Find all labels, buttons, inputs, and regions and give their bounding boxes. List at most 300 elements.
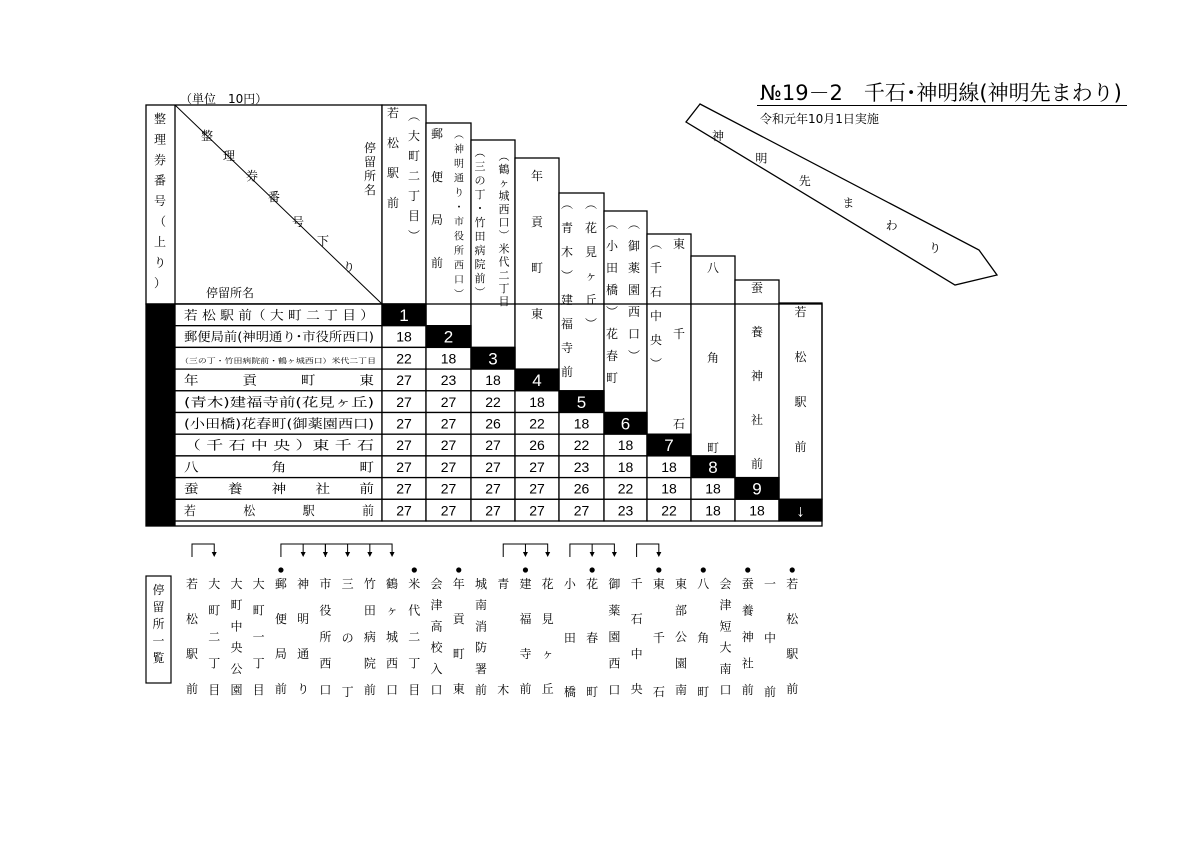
stop-char: 二 [208, 630, 221, 644]
stop-char: 春 [586, 631, 599, 645]
ticket-up-header-char: 号 [153, 194, 167, 208]
fare-value: 23 [573, 458, 590, 475]
stop-char: 公 [675, 630, 688, 644]
stop-char: 大 [230, 577, 243, 591]
fare-value: 18 [396, 328, 412, 345]
col3-note-char: 前 [474, 272, 486, 285]
stop-char: 公 [230, 661, 243, 676]
col5-name-char: ︵ [560, 197, 574, 211]
fare-value: 18 [661, 480, 677, 497]
stop-char: 田 [563, 631, 576, 645]
ticket-up-header-char: 番 [153, 173, 167, 188]
col10-name-char: 前 [794, 440, 807, 454]
col1-note-char: ︵ [407, 109, 421, 123]
stop-char: 代 [408, 603, 421, 618]
stop-char: 前 [274, 682, 287, 696]
stop-char: 東 [452, 682, 465, 696]
stop-bracket [192, 544, 214, 557]
col7-name-char: 石 [672, 417, 686, 431]
stop-char: 松 [185, 612, 199, 626]
stop-char: 役 [319, 603, 332, 618]
stop-char: 中 [630, 647, 643, 661]
col5-tail-char: ヶ [584, 269, 598, 283]
col2-note-char: 口 [454, 275, 464, 286]
fare-value: 26 [529, 437, 545, 454]
stop-char: 東 [652, 577, 665, 591]
stop-char: 丁 [341, 685, 354, 699]
col3-tail-char: 米 [498, 242, 510, 256]
fare-value: 27 [485, 502, 501, 519]
ticket-number-8: 8 [708, 457, 718, 477]
stop-list-label-char: 覧 [152, 651, 165, 665]
stop-char: り [297, 682, 310, 696]
direction-arrow-char: ま [842, 196, 855, 211]
fare-value: 22 [617, 480, 634, 497]
stop-item [764, 577, 776, 699]
col10-name-char: 松 [794, 350, 807, 364]
direction-arrow-char: 先 [798, 173, 811, 188]
col8-name-char: 角 [706, 351, 720, 365]
stop-char: 八 [697, 577, 710, 591]
stop-char: 一 [252, 630, 265, 644]
col3-tail-char: ︵ [498, 150, 510, 163]
stop-char: 前 [741, 683, 754, 697]
effective-date: 令和元年10月1日実施 [760, 112, 879, 126]
col2-note-char: 通 [454, 173, 464, 185]
fare-value: 27 [396, 437, 412, 454]
stop-char: 口 [319, 683, 332, 697]
stop-item [564, 577, 577, 699]
col3-note-char: の [474, 174, 486, 187]
col4-name-char: 町 [530, 261, 544, 275]
ticket-number-9: 9 [752, 479, 762, 499]
col6-tail-char: ︵ [627, 217, 641, 231]
direction-arrow-char: り [928, 241, 942, 255]
stop-major-dot [790, 567, 795, 572]
stop-char: 御 [608, 577, 621, 591]
stop-char: 前 [786, 682, 799, 696]
stop-char: 蚕 [741, 577, 754, 591]
col2-name-char: 便 [430, 170, 444, 184]
col1-name-char: 前 [386, 196, 400, 210]
stop-char: 木 [497, 683, 510, 697]
stop-bracket-arrowhead [612, 552, 617, 557]
stop-char: ヶ [386, 603, 399, 618]
col7-note-char: 石 [649, 285, 663, 299]
col6-name-char: 小 [605, 239, 619, 253]
stop-char: 口 [608, 683, 621, 697]
stop-char: 三 [341, 577, 354, 591]
stop-char: 松 [786, 612, 799, 626]
fare-value: 22 [485, 393, 501, 410]
fare-value: 18 [485, 372, 501, 389]
col8-name-char: 町 [706, 441, 720, 455]
stop-char: 園 [675, 656, 688, 671]
col3-tail-char: 口 [498, 216, 510, 229]
col2-note-char: ︶ [454, 289, 464, 301]
col2-name-char: 前 [430, 256, 444, 270]
stop-list-label [152, 582, 164, 665]
col6-tail-char: 園 [627, 283, 641, 297]
fare-value: 22 [661, 502, 677, 519]
fare-value: 18 [705, 502, 721, 519]
diagonal-label-char: り [342, 260, 356, 274]
stop-char: 口 [386, 683, 399, 697]
col3-tail-char: 丁 [498, 282, 510, 295]
fare-value: 27 [440, 502, 457, 519]
stop-item [631, 577, 643, 696]
stop-major-dot [745, 567, 750, 572]
col5-name-char: 青 [560, 221, 574, 235]
col5-name-char: 木 [560, 245, 574, 259]
stop-name-header-top-char: 留 [363, 155, 377, 169]
stop-bracket [637, 544, 659, 557]
stop-char: 丁 [408, 656, 421, 671]
row-label-8: 八 角 町 [184, 459, 375, 475]
stop-char: 央 [230, 640, 243, 655]
fare-value: 18 [529, 393, 545, 410]
stop-char: 前 [185, 682, 199, 696]
stop-list-label-char: 所 [152, 617, 165, 631]
fare-value: 23 [440, 372, 457, 389]
ticket-number-1: 1 [399, 306, 409, 325]
ticket-up-header-char: り [153, 255, 167, 270]
stop-char: 所 [319, 630, 332, 644]
stop-char: 若 [185, 577, 199, 591]
col1-note-char: 二 [407, 169, 421, 183]
stop-char: 目 [408, 683, 421, 697]
ticket-number-10: ↓ [796, 501, 805, 521]
stop-item [208, 576, 220, 697]
stop-name-header-top-char: 所 [363, 169, 377, 183]
col5-name-char: 前 [560, 365, 574, 379]
diagonal-label-char: 券 [245, 169, 259, 183]
stop-char: 高 [430, 619, 443, 634]
ticket-up-header [154, 111, 166, 290]
diagonal-label-char: 整 [200, 129, 214, 143]
stop-char: 町 [586, 685, 599, 699]
stop-item [364, 577, 376, 697]
stop-major-dot [412, 567, 417, 572]
col4-name-char: 年 [530, 169, 544, 183]
stop-char: 社 [741, 656, 754, 671]
stop-bracket-arrowhead [590, 552, 595, 557]
stop-item [542, 577, 554, 696]
col3-note-char: 三 [474, 160, 486, 173]
ticket-number-7: 7 [664, 436, 674, 456]
col9-name-char: 神 [750, 369, 764, 383]
stop-char: 竹 [363, 577, 376, 591]
fare-value: 18 [705, 480, 721, 497]
stop-item [675, 577, 687, 697]
ticket-up-header-char: （ [153, 214, 167, 229]
stop-major-dot [456, 567, 461, 572]
fare-value: 27 [396, 415, 412, 432]
stop-item [720, 577, 732, 697]
ticket-number-2: 2 [443, 327, 454, 347]
row-label-6: (小田橋)花春町(御薬園西口) [184, 416, 374, 431]
diagonal-label-char: 理 [222, 149, 236, 163]
stop-char: 大 [252, 577, 265, 591]
col3-note-char: 病 [474, 244, 486, 257]
col6-name-char: ︵ [605, 217, 619, 231]
stop-char: 前 [763, 685, 776, 699]
stop-name-header-top [364, 140, 376, 197]
col3-tail-char: 西 [498, 202, 510, 216]
ticket-number-6: 6 [620, 414, 631, 434]
stop-list-label-char: 停 [152, 583, 165, 597]
stop-char: 鶴 [386, 577, 399, 591]
ticket-up-header-char: 券 [153, 153, 167, 167]
ticket-up-header-char: 理 [153, 132, 167, 147]
stop-char: 明 [297, 612, 310, 626]
stop-item [697, 577, 709, 699]
fare-value: 27 [440, 393, 457, 410]
stop-major-dot [523, 567, 528, 572]
fare-value: 27 [396, 372, 412, 389]
col2-note-char: 役 [454, 231, 464, 243]
stop-char: 城 [386, 630, 399, 644]
stop-char: 目 [208, 683, 221, 697]
stop-item [497, 576, 509, 697]
stop-char: 建 [519, 577, 532, 591]
col5-tail-char: 見 [584, 245, 598, 259]
col2-note-char: 明 [454, 159, 464, 170]
stop-char: 短 [719, 619, 732, 634]
stop-char: 石 [630, 612, 643, 626]
fare-value: 27 [485, 437, 501, 454]
fare-value: 27 [396, 393, 412, 410]
col1-name-char: 松 [386, 136, 400, 150]
stop-char: 小 [563, 577, 576, 591]
stop-char: 中 [763, 631, 776, 645]
col6-name-char: 町 [605, 371, 619, 385]
col3-note-char: 竹 [474, 216, 486, 229]
col2-note-char: 神 [454, 144, 464, 156]
row-label-4: 年 貢 町 東 [184, 372, 375, 388]
col9-name-char: 蚕 [750, 281, 764, 295]
col10-name-char: 駅 [794, 395, 807, 409]
col3-tail-char: 代 [498, 255, 510, 269]
stop-item [275, 577, 287, 696]
fare-value: 27 [529, 480, 545, 497]
col5-tail-char: 花 [584, 221, 598, 235]
fare-value: 18 [573, 415, 590, 432]
stop-bracket-arrowhead [367, 552, 372, 557]
col6-name-char: ︶ [605, 305, 619, 319]
stop-char: 駅 [786, 647, 799, 661]
stop-item [586, 577, 598, 699]
col1-note-char: 目 [407, 209, 421, 223]
stop-char: 丁 [252, 656, 265, 671]
stop-bracket-arrowhead [545, 552, 550, 557]
fare-value: 27 [440, 458, 457, 475]
stop-char: 米 [408, 577, 421, 591]
fare-value: 18 [440, 350, 457, 367]
stop-char: 町 [252, 603, 265, 618]
stop-char: 城 [474, 577, 487, 591]
col1-name-char: 駅 [386, 166, 400, 180]
stop-char: 園 [230, 683, 243, 697]
col2-note-char: 所 [454, 246, 464, 257]
stop-char: 西 [319, 656, 332, 671]
col6-name-char: 春 [605, 349, 619, 363]
stop-char: ヶ [541, 647, 554, 661]
stop-char: 会 [430, 577, 443, 591]
stop-char: 年 [452, 577, 465, 591]
page-title: №19－2 千石･神明線(神明先まわり) [760, 81, 1122, 105]
col6-tail-char: 口 [627, 327, 641, 341]
stop-char: 院 [363, 656, 376, 671]
fare-value: 27 [485, 480, 501, 497]
col2-note-char: 市 [454, 217, 464, 228]
col6-name-char: 花 [605, 327, 619, 341]
col9-name-char: 前 [750, 457, 764, 471]
col1-note [408, 109, 420, 243]
col3-note-char: 田 [474, 230, 486, 243]
col7-note-char: ︵ [649, 237, 663, 251]
stop-char: 神 [741, 630, 754, 644]
stop-char: 丁 [208, 656, 221, 671]
stop-char: 角 [697, 631, 710, 645]
col7-note-char: 央 [649, 333, 663, 347]
col3-tail-char: ︶ [498, 229, 510, 243]
stop-char: 校 [430, 640, 443, 655]
stop-bracket-arrowhead [390, 552, 395, 557]
ticket-number-4: 4 [532, 371, 542, 391]
stop-char: 消 [474, 619, 487, 634]
stop-char: 田 [363, 603, 376, 618]
col2-note-char: 西 [454, 260, 464, 272]
fare-value: 27 [573, 502, 590, 519]
stop-item [519, 576, 531, 696]
col5-name-char: 建 [560, 293, 574, 307]
stop-char: 町 [208, 603, 221, 618]
stop-char: 二 [408, 630, 421, 644]
fare-value: 27 [485, 458, 501, 475]
col6-tail-char: 薬 [627, 261, 641, 275]
stop-char: 養 [741, 603, 754, 618]
fare-value: 23 [617, 502, 634, 519]
ticket-number-5: 5 [576, 392, 587, 412]
stop-item [297, 576, 309, 696]
stop-char: 病 [363, 630, 376, 644]
stop-item [453, 576, 466, 696]
col10-name-char: 若 [794, 305, 807, 319]
col1-note-char: 丁 [407, 189, 421, 203]
col1-note-char: 大 [407, 129, 421, 143]
stop-char: 口 [719, 683, 732, 697]
stop-char: 部 [675, 603, 688, 618]
col2-name-char: 局 [430, 213, 444, 227]
row-label-10: 若 松 駅 前 [184, 502, 374, 518]
stop-char: 町 [452, 647, 465, 661]
stop-name-header-top-char: 名 [363, 183, 377, 197]
fare-value: 22 [396, 350, 412, 367]
col2-name-char: 郵 [430, 127, 444, 141]
stop-char: 福 [519, 612, 532, 626]
stop-item [431, 577, 444, 697]
stop-char: 便 [274, 612, 287, 626]
col6-tail-char: ︶ [627, 349, 641, 363]
stop-item [185, 577, 199, 696]
stop-char: 西 [608, 656, 621, 671]
stop-bracket-arrowhead [212, 552, 217, 557]
stop-major-dot [590, 567, 595, 572]
col3-note-char: ︵ [474, 146, 486, 159]
col3-tail-char: 城 [498, 189, 510, 203]
stop-char: 通 [297, 647, 310, 661]
col2-note-char: ・ [454, 202, 464, 214]
stop-char: 前 [363, 683, 376, 697]
stop-char: 千 [630, 577, 643, 591]
fare-unit-note: （単位 10円） [180, 92, 268, 106]
col3-note-char: ・ [474, 202, 486, 215]
fare-value: 26 [485, 415, 501, 432]
col5-tail-char: ︶ [584, 317, 598, 331]
stop-char: 花 [541, 577, 554, 591]
stop-char: 入 [430, 661, 443, 676]
stop-char: 会 [719, 577, 732, 591]
fare-value: 18 [749, 502, 765, 519]
stop-char: 東 [675, 577, 688, 591]
fare-value: 27 [440, 415, 457, 432]
stop-char: 園 [608, 630, 621, 644]
stop-item [742, 577, 754, 697]
stop-item [230, 576, 242, 697]
stop-char: 央 [630, 682, 643, 696]
ticket-up-header-char: 整 [153, 112, 167, 126]
stop-char: 神 [297, 577, 310, 591]
ticket-number-3: 3 [488, 349, 498, 369]
stop-char: 市 [319, 577, 332, 591]
col5-name-char: 寺 [560, 341, 574, 355]
stop-item [653, 577, 665, 699]
fare-value: 18 [617, 437, 634, 454]
col1-note-char: 町 [407, 149, 421, 163]
stop-item [475, 577, 487, 697]
stop-major-dot [656, 567, 661, 572]
col1-note-char: ︶ [407, 229, 421, 243]
fare-value: 27 [396, 458, 412, 475]
diagonal-label-char: 号 [291, 215, 305, 229]
row-label-5: (青木)建福寺前(花見ヶ丘) [184, 394, 374, 410]
ticket-up-header-char: ） [153, 276, 167, 290]
stop-major-dot [278, 567, 283, 572]
col5-name-char: 福 [560, 317, 574, 331]
stop-char: 一 [763, 577, 776, 591]
stop-char: 西 [386, 656, 399, 671]
stop-item [253, 576, 265, 697]
col7-name-char: 千 [672, 327, 686, 341]
fare-value: 27 [529, 502, 545, 519]
diagonal-label-char: 下 [316, 234, 330, 248]
stop-char: 見 [541, 612, 554, 626]
col3-tail [499, 150, 510, 308]
col6-name-char: 橋 [605, 283, 619, 297]
stop-bracket [325, 544, 392, 557]
fare-value: 22 [529, 415, 545, 432]
col3-tail-char: 鶴 [498, 163, 510, 177]
ticket-up-header-char: 上 [153, 235, 167, 249]
col3-tail-char: 二 [498, 268, 510, 282]
stop-char: 石 [652, 685, 665, 699]
stop-item [319, 577, 331, 697]
col6-name-char: 田 [605, 261, 619, 275]
col3-tail-char: ヶ [498, 176, 510, 190]
stop-major-dot [701, 567, 706, 572]
col9-name-char: 社 [750, 413, 764, 427]
